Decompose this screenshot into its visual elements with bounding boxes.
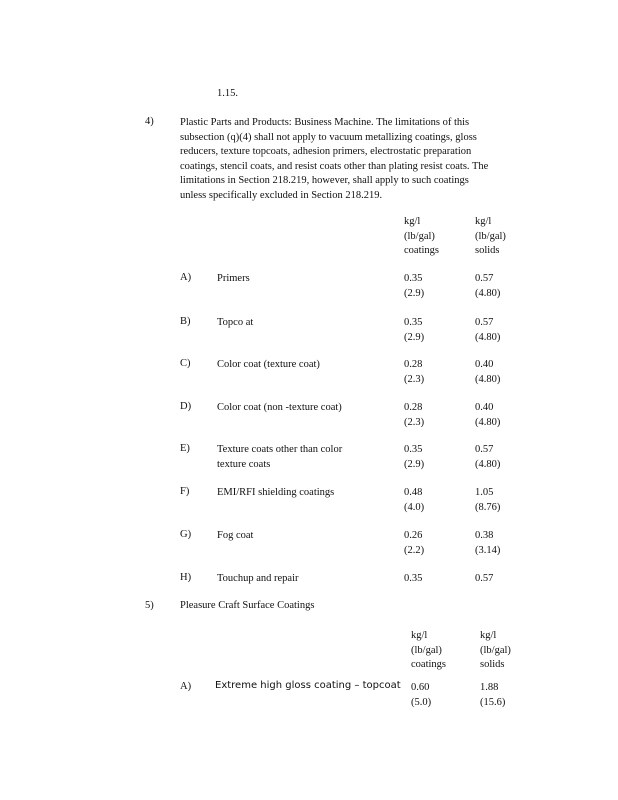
item-solids-value: 0.40 (4.80) <box>475 359 501 385</box>
header-unit: (lb/gal) <box>411 644 442 656</box>
item-coatings-value: 0.28 (2.3) <box>404 359 425 385</box>
item-name: Texture coats other than color texture coats <box>217 444 343 470</box>
item-coatings-value: 0.35 <box>404 573 423 584</box>
item-solids-value: 0.40 (4.80) <box>475 402 501 428</box>
header-unit: solids <box>480 659 505 670</box>
section-5-title: Pleasure Craft Surface Coatings <box>180 600 315 611</box>
item-name: EMI/RFI shielding coatings <box>217 487 335 498</box>
header-unit: (lb/gal) <box>480 644 511 656</box>
item-solids-value: 0.57 (4.80) <box>475 273 501 299</box>
item-letter: C) <box>180 358 191 369</box>
paragraph-line: subsection (q)(4) shall not apply to vacuum metallizing coatings, gloss <box>180 131 477 143</box>
header-unit: kg/l <box>480 630 497 641</box>
item-solids-value: 0.57 (4.80) <box>475 444 501 470</box>
item-name: Color coat (non -texture coat) <box>217 402 342 413</box>
item-name: Extreme high gloss coating – topcoat <box>215 680 401 691</box>
header-unit: (lb/gal) <box>475 230 506 242</box>
item-solids-value: 0.57 <box>475 573 494 584</box>
item-coatings-value: 0.28 (2.3) <box>404 402 425 428</box>
item-name: Primers <box>217 273 250 284</box>
header-unit: coatings <box>404 245 439 256</box>
item-letter: A) <box>180 681 192 692</box>
section-reference: 1.15. <box>217 88 238 99</box>
section-4-header-solids <box>475 215 506 259</box>
paragraph-line: unless specifically excluded in Section 218.219. <box>180 189 383 201</box>
item-letter: F) <box>180 486 190 497</box>
header-unit: kg/l <box>475 216 492 227</box>
item-letter: G) <box>180 529 192 540</box>
item-coatings-value: 0.26 (2.2) <box>404 530 425 556</box>
section-4-number: 4) <box>145 116 154 127</box>
item-name: Color coat (texture coat) <box>217 359 320 370</box>
item-solids-value: 1.88 (15.6) <box>480 682 506 708</box>
item-coatings-value: 0.48 (4.0) <box>404 487 425 513</box>
item-name: Fog coat <box>217 530 254 541</box>
item-coatings-value: 0.35 (2.9) <box>404 444 425 470</box>
section-4-header-coatings <box>404 215 439 259</box>
header-unit: kg/l <box>404 216 421 227</box>
header-unit: solids <box>475 245 500 256</box>
section-4-paragraph <box>180 116 535 204</box>
item-letter: D) <box>180 401 192 412</box>
paragraph-line: Plastic Parts and Products: Business Machine. The limitations of this <box>180 117 470 128</box>
item-coatings-value: 0.60 (5.0) <box>411 682 432 708</box>
paragraph-line: limitations in Section 218.219, however, shall apply to such coatings <box>180 175 469 187</box>
item-letter: E) <box>180 443 190 454</box>
section-5-number: 5) <box>145 600 154 611</box>
section-5-header-coatings <box>411 629 446 673</box>
item-solids-value: 0.57 (4.80) <box>475 317 501 343</box>
item-coatings-value: 0.35 (2.9) <box>404 273 425 299</box>
item-solids-value: 1.05 (8.76) <box>475 487 501 513</box>
item-name: Touchup and repair <box>217 573 299 584</box>
header-unit: coatings <box>411 659 446 670</box>
paragraph-line: reducers, texture topcoats, adhesion primers, electrostatic preparation <box>180 146 472 158</box>
paragraph-line: coatings, stencil coats, and resist coats other than plating resist coats. The <box>180 160 489 172</box>
item-solids-value: 0.38 (3.14) <box>475 530 501 556</box>
item-letter: H) <box>180 572 192 583</box>
item-letter: A) <box>180 272 192 283</box>
header-unit: (lb/gal) <box>404 230 435 242</box>
item-letter: B) <box>180 316 191 327</box>
item-name: Topco at <box>217 317 254 328</box>
item-coatings-value: 0.35 (2.9) <box>404 317 425 343</box>
section-5-header-solids <box>480 629 511 673</box>
header-unit: kg/l <box>411 630 428 641</box>
